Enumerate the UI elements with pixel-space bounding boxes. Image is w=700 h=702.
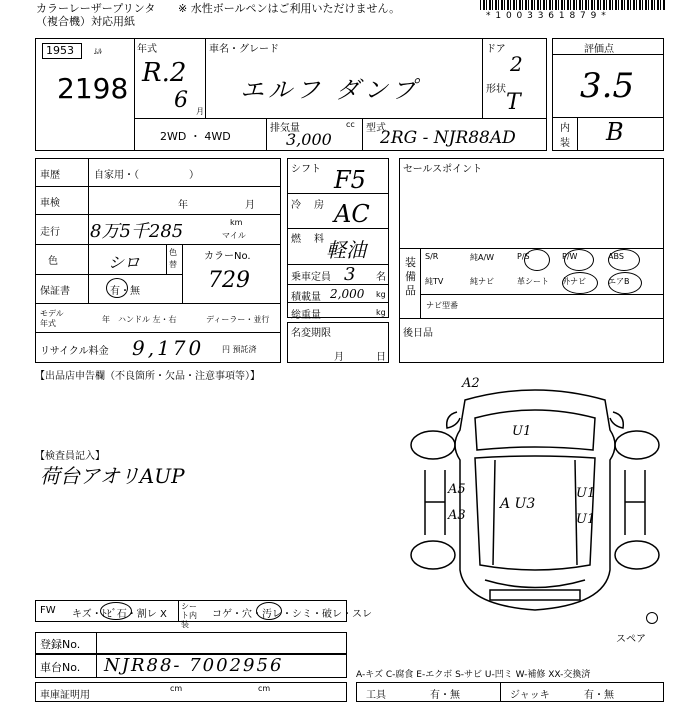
equipment-row1-item: 純A/W <box>470 253 495 262</box>
mileage-unit-mile: マイル <box>222 231 246 240</box>
diagram-mark-a2: A2 <box>462 376 480 391</box>
load-value: 2,000 <box>330 287 365 301</box>
ac-value: AC <box>334 200 370 228</box>
car-name-value: エルフ ダンプ <box>240 76 420 104</box>
capacity-label: 乗車定員 <box>291 272 331 283</box>
displacement-value: 3,000 <box>286 130 332 149</box>
color-label: 色 <box>48 256 58 267</box>
year-month-unit: 月 <box>196 107 204 116</box>
damage-stone-circle <box>100 602 132 620</box>
damage-fw: FW <box>40 605 56 616</box>
inspection-year: 年 <box>178 200 188 211</box>
color-no-value: 729 <box>208 268 250 293</box>
equipment-label: 装備品 <box>405 256 416 297</box>
chassis-label: 車台No. <box>40 661 81 674</box>
model-year-year: 年 <box>102 315 110 324</box>
door-value: 2 <box>510 52 523 76</box>
damage-legend: A-キズ C-腐食 E-エクボ S-サビ U-凹ミ W-補修 XX-交換済 <box>356 670 591 680</box>
mileage-unit-km: km <box>230 218 243 227</box>
reg-no-label: 登録No. <box>40 638 81 651</box>
equipment-row1-item: ABS <box>608 252 624 261</box>
spare-label: スペア <box>616 634 646 645</box>
pw-circle <box>564 249 594 271</box>
displacement-unit: cc <box>346 120 355 129</box>
tools-label: 工具 <box>366 690 386 701</box>
equipment-row2-item: 外ナビ <box>562 277 586 286</box>
warranty-label: 保証書 <box>40 286 70 297</box>
mileage-value: 8万5千285 <box>90 221 184 242</box>
seat-items: コゲ・穴・汚レ・シミ・破レ・スレ <box>212 609 372 620</box>
recycle-label: リサイクル料金 <box>40 346 109 357</box>
outer-navi-circle <box>562 272 598 294</box>
recycle-value: 9,170 <box>132 336 205 360</box>
seat-dirty-circle <box>256 602 282 620</box>
diagram-mark-au3: A U3 <box>500 496 536 512</box>
jack-label: ジャッキ <box>510 690 550 701</box>
model-year-label2: 年式 <box>40 319 56 328</box>
year-month: 6 <box>174 88 188 113</box>
lot-code: 1953 <box>46 44 74 57</box>
diagram-mark-a3: A3 <box>448 508 466 523</box>
equipment-row2-item: エアB <box>608 277 630 286</box>
paper-type-line1: カラーレーザープリンタ <box>36 2 156 15</box>
chassis-value: NJR88- 7002956 <box>104 655 284 676</box>
reg-no-row <box>35 632 347 654</box>
lot-small: ﾑﾙ <box>94 47 102 56</box>
equipment-row1-item: P/S <box>517 252 530 261</box>
fuel-label1: 燃 <box>291 234 301 245</box>
evaluation-value: 3.5 <box>580 66 635 106</box>
warranty-circle <box>106 278 128 298</box>
mileage-label: 走行 <box>40 227 60 238</box>
weight-unit: kg <box>376 308 386 317</box>
equipment-row2-item: 純TV <box>425 277 444 286</box>
model-year-dealer: ディーラー・並行 <box>206 315 270 324</box>
diagram-mark-u1-top: U1 <box>512 424 532 439</box>
interior-value: B <box>606 118 624 146</box>
load-label: 積載量 <box>291 292 321 303</box>
barcode <box>480 0 665 10</box>
model-year-label1: モデル <box>40 309 64 318</box>
car-name-label: 車名・グレード <box>209 44 279 55</box>
color-changed: 色替 <box>169 248 177 269</box>
registration-deadline-month: 月 <box>334 352 344 363</box>
navi-model-label: ナビ型番 <box>426 301 458 310</box>
model-label: 型式 <box>366 123 386 134</box>
displacement-label: 排気量 <box>270 123 300 134</box>
load-unit: kg <box>376 290 386 299</box>
equipment-row2-item: 純ナビ <box>470 277 494 286</box>
shift-value: F5 <box>334 166 366 194</box>
interior-label2: 装 <box>560 138 570 149</box>
inspector-label: 【検査員記入】 <box>35 451 105 462</box>
ps-circle <box>524 249 550 271</box>
seller-notes-label: 【出品店申告欄（不良箇所・欠品・注意事項等）】 <box>35 371 260 382</box>
lot-number: 2198 <box>57 72 129 105</box>
model-value: 2RG - NJR88AD <box>380 128 516 148</box>
model-year-handle: ハンドル 左・右 <box>118 315 177 324</box>
jack-value: 有・無 <box>584 690 614 701</box>
inspector-note: 荷台アオリAUP <box>40 464 185 488</box>
history-label: 車歴 <box>40 170 60 181</box>
spare-icon <box>646 612 658 624</box>
garage-cert-label: 車庫証明用 <box>40 690 90 701</box>
capacity-value: 3 <box>344 264 356 285</box>
sales-point-label: セールスポイント <box>403 164 483 175</box>
barcode-text: * 1 0 0 3 3 6 1 8 7 9 * <box>486 11 607 21</box>
garage-cert-cm2: cm <box>258 684 271 693</box>
shape-value: T <box>506 90 521 115</box>
interior-label1: 内 <box>560 123 570 134</box>
seat-label: シート内装 <box>181 602 197 629</box>
damage-items: キズ・ﾄﾋﾞ石・割レ X <box>72 609 167 620</box>
door-label: ドア <box>486 44 506 55</box>
arrival-label: 後日品 <box>403 328 433 339</box>
registration-deadline-day: 日 <box>376 352 386 363</box>
year-label: 年式 <box>137 44 157 55</box>
drive-label: 2WD ・ 4WD <box>160 130 231 143</box>
capacity-unit: 名 <box>376 272 386 283</box>
equipment-row2-item: 革シート <box>517 277 549 286</box>
shift-label: シフト <box>291 164 321 175</box>
fuel-value: 軽油 <box>326 238 366 262</box>
diagram-mark-u1-right: U1 <box>576 486 596 501</box>
equipment-row1-item: P/W <box>562 252 578 261</box>
inspection-label: 車検 <box>40 198 60 209</box>
year-era: R.2 <box>142 58 187 88</box>
tools-value: 有・無 <box>430 690 460 701</box>
diagram-mark-a5: A5 <box>448 482 466 497</box>
pen-notice: ※ 水性ボールペンはご利用いただけません。 <box>178 2 401 15</box>
registration-deadline-label: 名変期限 <box>291 328 331 339</box>
fuel-label2: 料 <box>314 234 324 245</box>
evaluation-label: 評価点 <box>584 44 614 55</box>
warranty-value: 有・無 <box>110 286 140 297</box>
color-value: シロ <box>108 253 141 272</box>
paper-type-line2: （複合機）対応用紙 <box>36 15 135 28</box>
diagram-mark-u1-right2: U1 <box>576 512 596 527</box>
color-no-label: カラーNo. <box>204 251 251 262</box>
airbag-circle <box>608 272 642 294</box>
abs-circle <box>608 249 640 271</box>
equipment-row1-item: S/R <box>425 252 439 261</box>
ac-label1: 冷 <box>291 200 301 211</box>
garage-cert-cm1: cm <box>170 684 183 693</box>
inspection-month: 月 <box>245 200 255 211</box>
weight-label: 総重量 <box>291 310 321 321</box>
history-value: 自家用・（ ） <box>94 170 199 181</box>
shape-label: 形状 <box>486 84 506 95</box>
recycle-unit: 円 預託済 <box>222 345 257 354</box>
ac-label2: 房 <box>314 200 324 211</box>
